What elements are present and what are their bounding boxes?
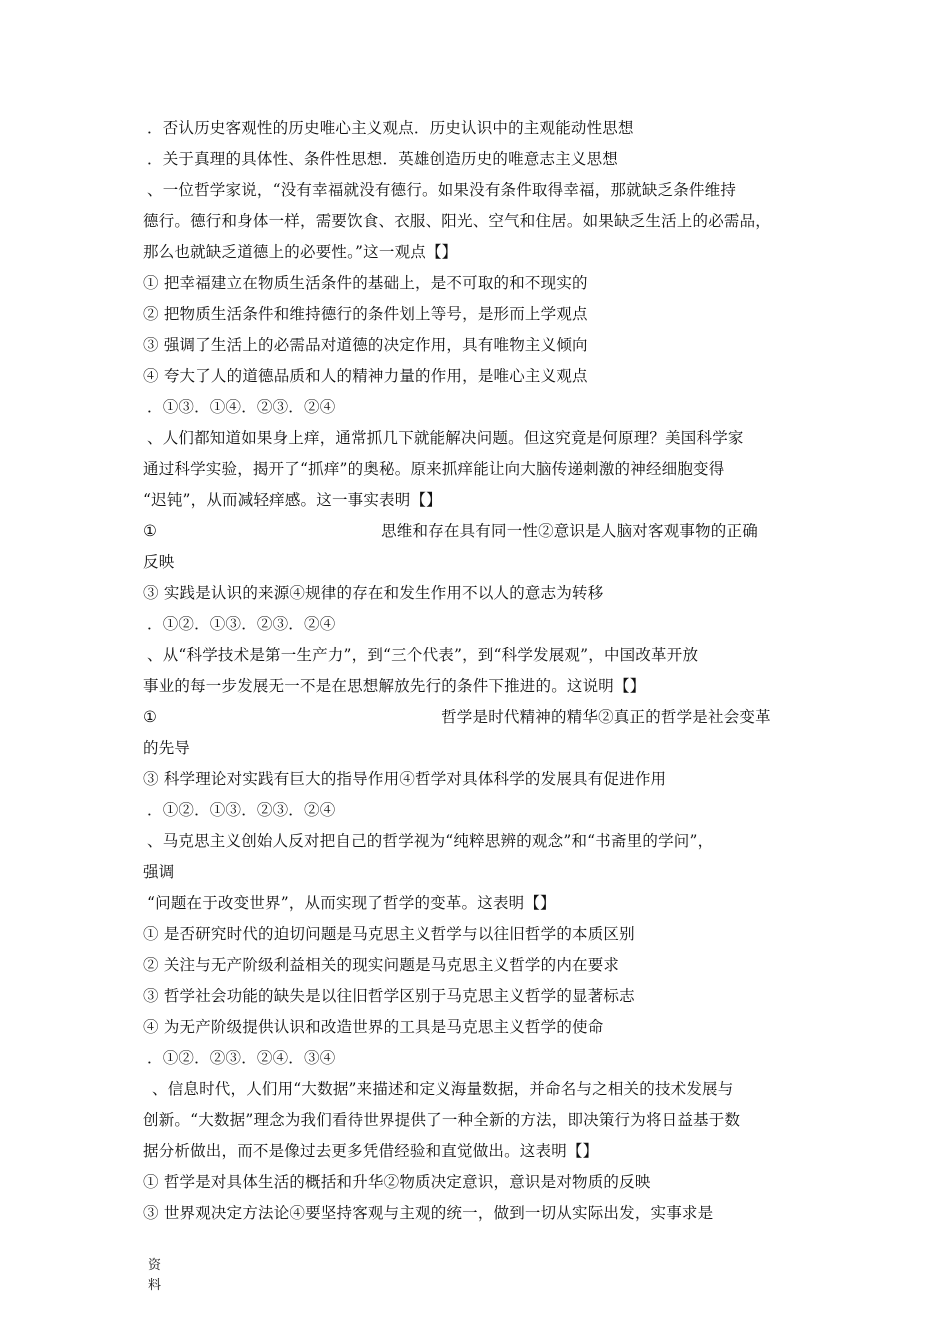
answer-choices: ．①②．①③．②③．②④ (147, 801, 336, 819)
option-line: ① 哲学是对具体生活的概括和升华②物质决定意识，意识是对物质的反映 (143, 1173, 651, 1191)
text-line: 德行。德行和身体一样，需要饮食、衣服、阳光、空气和住居。如果缺乏生活上的必需品， (143, 212, 772, 230)
text-line: 反映 (143, 553, 175, 571)
option-line: ② 把物质生活条件和维持德行的条件划上等号，是形而上学观点 (143, 305, 588, 323)
option-line: ② 关注与无产阶级利益相关的现实问题是马克思主义哲学的内在要求 (143, 956, 620, 974)
text-line: 创新。“大数据”理念为我们看待世界提供了一种全新的方法，即决策行为将日益基于数 (143, 1111, 741, 1129)
option-line: ① 是否研究时代的迫切问题是马克思主义哲学与以往旧哲学的本质区别 (143, 925, 635, 943)
text-line: 那么也就缺乏道德上的必要性。”这一观点【】 (143, 243, 458, 261)
text-line: 、信息时代，人们用“大数据”来描述和定义海量数据，并命名与之相关的技术发展与 (152, 1080, 734, 1098)
text-line: 、从“科学技术是第一生产力”，到“三个代表”，到“科学发展观”，中国改革开放 (147, 646, 699, 664)
text-line: “问题在于改变世界”，从而实现了哲学的变革。这表明【】 (147, 894, 556, 912)
answer-choices: ．①②．①③．②③．②④ (147, 615, 336, 633)
text-line: 、一位哲学家说，“没有幸福就没有德行。如果没有条件取得幸福，那就缺乏条件维持 (147, 181, 737, 199)
answer-choices: ．①③．①④．②③．②④ (147, 398, 336, 416)
page-footer (148, 1256, 161, 1296)
text-line: 通过科学实验，揭开了“抓痒”的奥秘。原来抓痒能让向大脑传递刺激的神经细胞变得 (143, 460, 725, 478)
option-line: ③ 实践是认识的来源④规律的存在和发生作用不以人的意志为转移 (143, 584, 604, 602)
text-line: 、人们都知道如果身上痒，通常抓几下就能解决问题。但这究竟是何原理？美国科学家 (147, 429, 744, 447)
option-line: ③ 科学理论对实践有巨大的指导作用④哲学对具体科学的发展具有促进作用 (143, 770, 667, 788)
text-line: 据分析做出，而不是像过去更多凭借经验和直觉做出。这表明【】 (143, 1142, 599, 1160)
option-text: 哲学是时代精神的精华②真正的哲学是社会变革 (441, 708, 771, 726)
option-line (143, 521, 758, 541)
text-line: 强调 (143, 863, 175, 881)
text-line: “迟钝”，从而减轻痒感。这一事实表明【】 (143, 491, 442, 509)
text-line: 事业的每一步发展无一不是在思想解放先行的条件下推进的。这说明【】 (143, 677, 646, 695)
option-line: ① 把幸福建立在物质生活条件的基础上，是不可取的和不现实的 (143, 274, 588, 292)
option-line: ③ 世界观决定方法论④要坚持客观与主观的统一，做到一切从实际出发，实事求是 (143, 1204, 714, 1222)
footer-char: 料 (148, 1278, 162, 1293)
option-line: ③ 哲学社会功能的缺失是以往旧哲学区别于马克思主义哲学的显著标志 (143, 987, 635, 1005)
text-line: 的先导 (143, 739, 191, 757)
option-marker: ① (143, 522, 158, 540)
text-line: 、马克思主义创始人反对把自己的哲学视为“纯粹思辨的观念”和“书斋里的学问”， (147, 832, 714, 850)
footer-char: 资 (148, 1258, 162, 1273)
option-line: ④ 为无产阶级提供认识和改造世界的工具是马克思主义哲学的使命 (143, 1018, 604, 1036)
text-line: ．否认历史客观性的历史唯心主义观点．历史认识中的主观能动性思想 (147, 119, 634, 137)
option-line (143, 707, 771, 727)
option-text: 思维和存在具有同一性②意识是人脑对客观事物的正确 (381, 522, 758, 540)
text-line: ．关于真理的具体性、条件性思想．英雄创造历史的唯意志主义思想 (147, 150, 619, 168)
option-line: ④ 夸大了人的道德品质和人的精神力量的作用，是唯心主义观点 (143, 367, 588, 385)
answer-choices: ．①②．②③．②④．③④ (147, 1049, 336, 1067)
option-line: ③ 强调了生活上的必需品对道德的决定作用，具有唯物主义倾向 (143, 336, 588, 354)
option-marker: ① (143, 708, 158, 726)
